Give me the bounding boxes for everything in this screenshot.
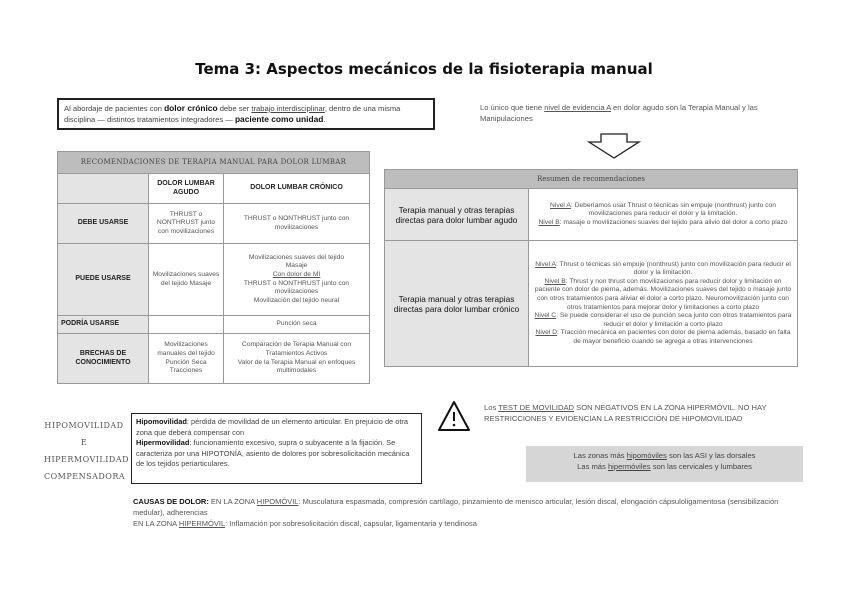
cell-line [227, 271, 366, 280]
row-label: DEBE USARSE [58, 204, 149, 244]
zones-line [526, 450, 803, 461]
evidence-text: en dolor agudo son la Terapia Manual y las Manipulaciones [480, 103, 758, 123]
row-label: PODRÍA USARSE [58, 316, 149, 334]
table-corner [58, 174, 149, 204]
level-item [532, 312, 794, 329]
level-item [532, 329, 794, 346]
causas-text: : Inflamación por sobresolicitación discal, capsular, ligamentaria y tendinosa [225, 519, 477, 528]
recommendations-table [57, 151, 370, 384]
definition-text: : pérdida de movilidad de un elemento articular. En prejuicio de otra zona que deberá compensar con [136, 417, 408, 437]
cell-cronico [224, 316, 370, 334]
level-text: : Thrust o técnicas sin empuje (nonthrust) junto con movilización para reducir el dolor y la limitación. [556, 260, 791, 277]
level-tag: Nivel A [550, 201, 571, 209]
heading-line: HIPERMOVILIDAD [44, 455, 130, 464]
heading-line: HIPOMOVILIDAD [44, 421, 124, 430]
arrow-down-icon [587, 133, 641, 159]
level-item [532, 219, 794, 228]
warning-icon [437, 400, 471, 432]
summary-row-text [529, 241, 798, 367]
zones-text: Las zonas más [573, 451, 627, 460]
cell-agudo: Movilizaciones manuales del tejido Punción Seca Tracciones [149, 334, 224, 384]
definition-text: : funcionamiento excesivo, supra o subyacente a la fijación. Se caracteriza por una HIPOTONÍA, asiento de dolores por sobresolicitación mecánica de los tejidos periarticulares. [136, 438, 410, 468]
evidence-text: Lo único que tiene [480, 103, 545, 112]
heading-line: COMPENSADORA [44, 472, 126, 481]
zones-text: son las ASI y las dorsales [666, 451, 756, 460]
summary-table [384, 169, 798, 367]
page-title: Tema 3: Aspectos mecánicos de la fisioterapia manual [195, 60, 653, 78]
zones-underline: hipermóviles [607, 462, 651, 471]
cell-agudo: Movilizaciones suaves del tejido Masaje [149, 244, 224, 316]
summary-row-text [529, 189, 798, 241]
zones-text: son las cervicales y lumbares [650, 462, 752, 471]
zones-line [526, 461, 803, 472]
cell-agudo [149, 316, 224, 334]
intro-underline: trabajo interdisciplinar [251, 104, 325, 113]
level-tag: Nivel D [535, 329, 558, 337]
causas-text: EN LA ZONA [208, 497, 257, 506]
hipomovilidad-box [131, 413, 422, 484]
term-hipomovilidad: Hipomovilidad [136, 417, 187, 426]
cell-line: Masaje [285, 262, 308, 270]
table-header: RECOMENDACIONES DE TERAPIA MANUAL PARA DOLOR LUMBAR [58, 152, 370, 174]
intro-text: Al abordaje de pacientes con [64, 104, 165, 113]
level-item [532, 261, 794, 278]
intro-box [57, 98, 435, 130]
level-item [532, 202, 794, 219]
causas-dolor [133, 496, 805, 529]
test-underline: TEST DE MOVILIDAD [498, 403, 575, 412]
section-heading [44, 417, 130, 485]
level-item [532, 278, 794, 312]
cell-cronico [224, 244, 370, 316]
intro-text: . [323, 115, 326, 124]
level-text: : masaje o movilizaciones suaves del tejido para alivio del dolor a corto plazo [559, 218, 788, 226]
causas-text: EN LA ZONA [133, 519, 179, 528]
test-text: SON NEGATIVOS EN LA ZONA HIPERMÓVIL. NO HAY RESTRICCIONES Y EVIDENCIAN LA RESTRICCIÓN DE HIPOMOVILIDAD [484, 403, 767, 423]
intro-bold-dolor: dolor crónico [164, 103, 218, 113]
level-tag: Nivel B [538, 218, 560, 226]
level-text: : Deberíamos usar Thrust o técnicas sin empuje (nonthrust) junto con movilizaciones para reducir el dolor y la limitación. [570, 201, 776, 218]
test-note [484, 402, 806, 424]
cell-line: Comparación de Terapia Manual con Tratamientos Activos [241, 341, 352, 357]
level-tag: Nivel A [535, 260, 557, 268]
evidence-underline: nivel de evidencia A [544, 103, 611, 112]
level-tag: Nivel C [534, 312, 557, 320]
cell-line: THRUST o NONTHRUST junto con movilizaciones [243, 279, 350, 296]
cell-line: THRUST o NONTHRUST junto con movilizaciones [243, 214, 350, 231]
row-label: PUEDE USARSE [58, 244, 149, 316]
intro-text: , dentro de una misma disciplina — distintos tratamientos integradores — [64, 104, 401, 124]
row-label: BRECHAS DE CONOCIMIENTO [58, 334, 149, 384]
test-text: Los [484, 403, 499, 412]
cell-agudo: THRUST o NONTHRUST junto con movilizaciones [149, 204, 224, 244]
level-text: : Thrust y non thrust con movilizaciones para reducir dolor y limitación en paciente con dolor de pierna, además. Movilizaciones suaves del tejido o masaje junto con otros tratamientos para aliviar el dolor a corto plazo. Neuromovilización junto con otros tratamientos para mejorar dolor y limitaciones a corto plazo [534, 277, 792, 311]
col-header-cronico: DOLOR LUMBAR CRÓNICO [224, 174, 370, 204]
cell-line: Punción seca [276, 320, 317, 328]
cell-cronico [224, 334, 370, 384]
cell-line: Movilizaciones suaves del tejido [248, 253, 345, 261]
evidence-note [480, 102, 792, 124]
intro-bold-paciente: paciente como unidad [234, 114, 324, 124]
level-text: : Tracción mecánica en pacientes con dolor de pierna además, basado en falta de mayor beneficio cuando se agrega a otras intervenciones [557, 329, 791, 345]
causas-text: : Musculatura espasmada, compresión cartílago, pinzamiento de menisco articular, lesión discal, elongación cápsuloligamentosa (sensibilización medular), adherencias [133, 497, 779, 517]
causas-underline: HIPERMÓVIL [178, 519, 226, 528]
zones-box [526, 446, 803, 482]
heading-line: E [80, 438, 88, 447]
level-text: : Se puede considerar el uso de punción seca junto con otros tratamientos para reducir el dolor y limitación a corto plazo [556, 312, 792, 328]
intro-text: debe ser [217, 104, 252, 113]
level-tag: Nivel B [544, 277, 566, 285]
summary-row-label: Terapia manual y otras terapias directas para dolor lumbar agudo [385, 189, 529, 241]
zones-text: Las más [577, 462, 608, 471]
zones-underline: hipomóviles [626, 451, 667, 460]
cell-cronico [224, 204, 370, 244]
term-hipermovilidad: Hipermovilidad [136, 438, 190, 447]
col-header-agudo: DOLOR LUMBAR AGUDO [149, 174, 224, 204]
summary-row-label: Terapia manual y otras terapias directas para dolor lumbar crónico [385, 241, 529, 367]
causas-label: CAUSAS DE DOLOR: [133, 497, 209, 506]
cell-underline: Con dolor de MI [272, 270, 321, 278]
summary-header: Resumen de recomendaciones [385, 170, 798, 189]
cell-line: Movilización del tejido neural [253, 296, 340, 304]
causas-underline: HIPOMÓVIL [256, 497, 299, 506]
cell-line: Valor de la Terapia Manual en enfoques multimodales [237, 358, 356, 375]
